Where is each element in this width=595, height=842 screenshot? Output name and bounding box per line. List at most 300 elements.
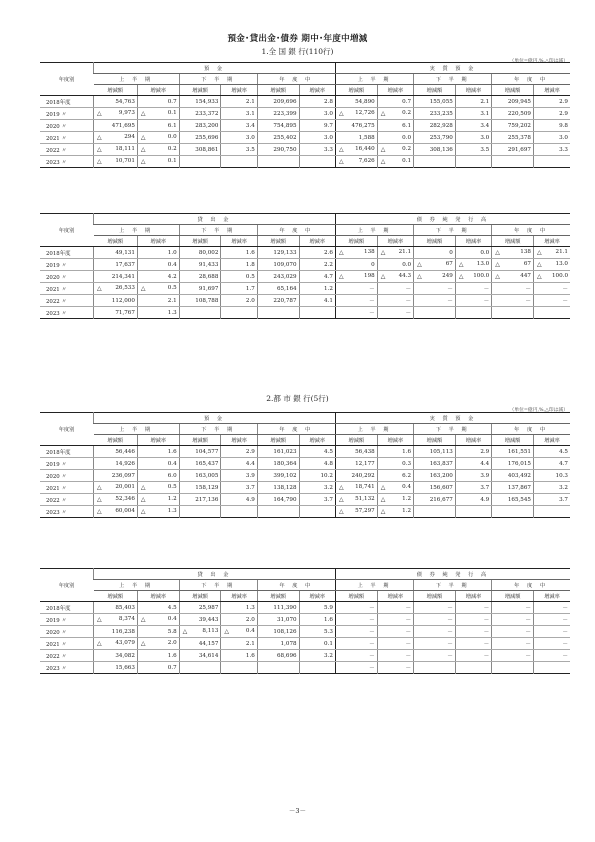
value-cell: 0.4 <box>137 458 179 470</box>
year-cell: 2022 〃 <box>40 650 94 662</box>
value-cell <box>299 307 335 319</box>
value-cell: － <box>377 602 413 614</box>
value-cell: 163,837 <box>414 458 456 470</box>
value-cell: 3.4 <box>455 120 491 132</box>
rate-header: 増減率 <box>377 85 413 96</box>
decrease-marker: △ <box>495 249 500 256</box>
cell-value: 294 <box>124 134 135 140</box>
value-cell <box>492 247 534 259</box>
value-cell <box>377 108 413 120</box>
value-cell: － <box>335 662 377 674</box>
value-cell: 5.3 <box>299 626 335 638</box>
period-header: 下 半 期 <box>414 424 492 435</box>
amount-header: 増減額 <box>257 236 299 247</box>
value-cell <box>335 144 377 156</box>
value-cell: 0.3 <box>377 458 413 470</box>
amount-header: 増減額 <box>257 591 299 602</box>
value-cell <box>221 307 257 319</box>
amount-header: 増減額 <box>94 435 138 446</box>
value-cell: 2.8 <box>299 96 335 108</box>
decrease-marker: △ <box>495 261 500 268</box>
value-cell: 3.3 <box>299 144 335 156</box>
value-cell: 0 <box>414 247 456 259</box>
year-cell: 2019 〃 <box>40 259 94 271</box>
value-cell: － <box>533 626 570 638</box>
table-row <box>40 96 570 108</box>
value-cell <box>455 307 491 319</box>
cell-value: 26,533 <box>115 285 135 291</box>
year-cell: 2018年度 <box>40 96 94 108</box>
value-cell: － <box>377 307 413 319</box>
rate-header: 増減率 <box>299 591 335 602</box>
amount-header: 増減額 <box>94 85 138 96</box>
value-cell: 10.3 <box>533 470 570 482</box>
decrease-marker: △ <box>380 158 386 165</box>
decrease-marker: △ <box>380 273 386 280</box>
value-cell: － <box>492 295 534 307</box>
value-cell <box>137 132 179 144</box>
decrease-marker: △ <box>338 496 344 503</box>
year-header: 年度別 <box>40 569 94 602</box>
value-cell: 290,750 <box>257 144 299 156</box>
value-cell: 5.8 <box>137 626 179 638</box>
value-cell: 165,437 <box>179 458 221 470</box>
value-cell: 2.6 <box>299 247 335 259</box>
cell-value: 0.1 <box>167 158 177 164</box>
value-cell: － <box>377 662 413 674</box>
value-cell: 3.5 <box>221 144 257 156</box>
value-cell <box>455 259 491 271</box>
value-cell: 25,987 <box>179 602 221 614</box>
value-cell: 282,928 <box>414 120 456 132</box>
year-cell: 2022 〃 <box>40 144 94 156</box>
value-cell: 243,029 <box>257 271 299 283</box>
cell-value: 18,741 <box>355 484 375 490</box>
value-cell: 4.9 <box>221 494 257 506</box>
value-cell <box>221 662 257 674</box>
decrease-marker: △ <box>338 249 344 256</box>
decrease-marker: △ <box>536 249 542 256</box>
year-header: 年度別 <box>40 214 94 247</box>
year-cell: 2019 〃 <box>40 458 94 470</box>
cell-value: 0.2 <box>167 146 177 152</box>
value-cell: 104,577 <box>179 446 221 458</box>
value-cell: 3.9 <box>221 470 257 482</box>
value-cell: 161,023 <box>257 446 299 458</box>
cell-value: 100.0 <box>473 273 490 279</box>
cell-value: 7,626 <box>358 158 375 164</box>
section-heading: 2.都 市 銀 行(5行) <box>266 394 329 403</box>
value-cell: 216,677 <box>414 494 456 506</box>
table-row <box>40 494 570 506</box>
value-cell: 44,157 <box>179 638 221 650</box>
table-row <box>40 650 570 662</box>
decrease-marker: △ <box>224 628 230 635</box>
value-cell <box>533 506 570 518</box>
decrease-marker: △ <box>140 484 146 491</box>
table-row <box>40 446 570 458</box>
rate-header: 増減率 <box>299 236 335 247</box>
value-cell: 2.0 <box>221 614 257 626</box>
decrease-marker: △ <box>140 146 146 153</box>
value-cell: － <box>414 602 456 614</box>
data-table <box>40 568 570 674</box>
amount-header: 増減額 <box>335 435 377 446</box>
cell-value: 43,079 <box>115 640 135 646</box>
cell-value: 0.5 <box>167 285 177 291</box>
value-cell: 255,696 <box>179 132 221 144</box>
value-cell <box>492 156 534 168</box>
value-cell <box>414 156 456 168</box>
value-cell: 54,763 <box>94 96 138 108</box>
cell-value: 57,297 <box>355 508 375 514</box>
value-cell: 1.8 <box>221 259 257 271</box>
decrease-marker: △ <box>97 640 102 647</box>
cell-value: 9,973 <box>118 110 135 116</box>
rate-header: 増減率 <box>377 236 413 247</box>
value-cell: 2.9 <box>221 446 257 458</box>
table-row <box>40 470 570 482</box>
value-cell: 759,202 <box>492 120 534 132</box>
table-row <box>40 482 570 494</box>
cell-value: 1.2 <box>167 496 177 502</box>
group-header: 実 質 預 金 <box>335 413 570 424</box>
value-cell: － <box>335 626 377 638</box>
value-cell: 85,403 <box>94 602 138 614</box>
value-cell: 308,136 <box>414 144 456 156</box>
value-cell <box>414 259 456 271</box>
value-cell: 223,399 <box>257 108 299 120</box>
unit-note: （単位=億円,%,△印は減） <box>509 408 568 413</box>
group-header: 実 質 預 金 <box>335 63 570 74</box>
value-cell: 3.4 <box>221 120 257 132</box>
cell-value: 0.1 <box>167 110 177 116</box>
year-header: 年度別 <box>40 413 94 446</box>
year-cell: 2020 〃 <box>40 626 94 638</box>
value-cell <box>257 307 299 319</box>
group-header: 預 金 <box>94 63 336 74</box>
value-cell <box>414 307 456 319</box>
period-header: 上 半 期 <box>94 225 180 236</box>
value-cell <box>137 494 179 506</box>
value-cell <box>94 638 138 650</box>
value-cell: 2.1 <box>455 96 491 108</box>
cell-value: 13.0 <box>555 261 568 267</box>
value-cell: － <box>533 283 570 295</box>
value-cell: 240,292 <box>335 470 377 482</box>
value-cell: 31,070 <box>257 614 299 626</box>
period-header: 年 度 中 <box>257 580 335 591</box>
value-cell: 308,861 <box>179 144 221 156</box>
rate-header: 増減率 <box>533 85 570 96</box>
value-cell: 4.7 <box>299 271 335 283</box>
table-row <box>40 283 570 295</box>
rate-header: 増減率 <box>299 435 335 446</box>
value-cell: 91,697 <box>179 283 221 295</box>
value-cell: 2.1 <box>221 638 257 650</box>
cell-value: 60,004 <box>115 508 135 514</box>
period-header: 年 度 中 <box>492 74 570 85</box>
value-cell: 28,688 <box>179 271 221 283</box>
decrease-marker: △ <box>380 249 386 256</box>
value-cell <box>377 271 413 283</box>
period-header: 年 度 中 <box>257 74 335 85</box>
year-cell: 2020 〃 <box>40 271 94 283</box>
rate-header: 増減率 <box>533 591 570 602</box>
value-cell: 116,238 <box>94 626 138 638</box>
value-cell: 4.1 <box>299 295 335 307</box>
decrease-marker: △ <box>97 616 102 623</box>
value-cell: 233,235 <box>414 108 456 120</box>
decrease-marker: △ <box>338 484 344 491</box>
value-cell: 6.1 <box>377 120 413 132</box>
value-cell: 180,364 <box>257 458 299 470</box>
value-cell: 255,402 <box>257 132 299 144</box>
value-cell: 209,696 <box>257 96 299 108</box>
value-cell: 754,895 <box>257 120 299 132</box>
group-header: 債 券 純 発 行 高 <box>335 569 570 580</box>
cell-value: 12,726 <box>355 110 375 116</box>
value-cell: － <box>492 650 534 662</box>
cell-value: 138 <box>364 249 375 255</box>
cell-value: 249 <box>442 273 453 279</box>
period-header: 上 半 期 <box>335 580 413 591</box>
value-cell: 65,164 <box>257 283 299 295</box>
value-cell: 12,177 <box>335 458 377 470</box>
cell-value: 8,374 <box>118 616 135 622</box>
amount-header: 増減額 <box>414 85 456 96</box>
value-cell: 255,378 <box>492 132 534 144</box>
value-cell: － <box>335 650 377 662</box>
value-cell: 2.9 <box>533 108 570 120</box>
page-number: －3－ <box>288 807 307 815</box>
value-cell <box>179 156 221 168</box>
value-cell: － <box>377 295 413 307</box>
value-cell: － <box>335 614 377 626</box>
decrease-marker: △ <box>536 261 542 268</box>
value-cell <box>137 506 179 518</box>
value-cell <box>377 494 413 506</box>
value-cell: － <box>377 614 413 626</box>
value-cell: 214,341 <box>94 271 138 283</box>
amount-header: 増減額 <box>492 591 534 602</box>
value-cell: 3.2 <box>299 482 335 494</box>
value-cell <box>533 259 570 271</box>
period-header: 下 半 期 <box>414 225 492 236</box>
value-cell <box>533 247 570 259</box>
decrease-marker: △ <box>182 628 188 635</box>
amount-header: 増減額 <box>257 85 299 96</box>
table-row <box>40 247 570 259</box>
cell-value: 67 <box>523 261 531 267</box>
value-cell: 3.0 <box>455 132 491 144</box>
decrease-marker: △ <box>97 484 102 491</box>
value-cell: 3.7 <box>221 482 257 494</box>
value-cell <box>137 638 179 650</box>
value-cell: 3.0 <box>221 132 257 144</box>
year-cell: 2019 〃 <box>40 614 94 626</box>
value-cell <box>377 506 413 518</box>
decrease-marker: △ <box>140 496 146 503</box>
value-cell: 1.6 <box>299 614 335 626</box>
value-cell: 3.0 <box>299 132 335 144</box>
value-cell: 6.1 <box>137 120 179 132</box>
value-cell: 109,070 <box>257 259 299 271</box>
value-cell: 5.9 <box>299 602 335 614</box>
value-cell: － <box>455 614 491 626</box>
period-header: 下 半 期 <box>179 74 257 85</box>
amount-header: 増減額 <box>94 591 138 602</box>
value-cell <box>455 156 491 168</box>
data-table <box>40 213 570 319</box>
value-cell: － <box>455 650 491 662</box>
value-cell: － <box>455 626 491 638</box>
value-cell: － <box>377 283 413 295</box>
value-cell: 3.7 <box>299 494 335 506</box>
cell-value: 0.4 <box>402 484 412 490</box>
decrease-marker: △ <box>417 273 422 280</box>
cell-value: 0.4 <box>167 616 177 622</box>
decrease-marker: △ <box>97 158 102 165</box>
decrease-marker: △ <box>380 484 386 491</box>
value-cell: 3.7 <box>533 494 570 506</box>
year-cell: 2019 〃 <box>40 108 94 120</box>
cell-value: 1.2 <box>402 508 412 514</box>
value-cell: 0.7 <box>137 662 179 674</box>
value-cell <box>299 506 335 518</box>
decrease-marker: △ <box>140 640 146 647</box>
year-cell: 2020 〃 <box>40 120 94 132</box>
value-cell <box>299 662 335 674</box>
table-row <box>40 271 570 283</box>
cell-value: 8,113 <box>202 628 219 634</box>
value-cell: 220,787 <box>257 295 299 307</box>
period-header: 年 度 中 <box>257 225 335 236</box>
value-cell <box>137 144 179 156</box>
value-cell: － <box>414 650 456 662</box>
value-cell: 15,663 <box>94 662 138 674</box>
value-cell: 0.4 <box>137 259 179 271</box>
decrease-marker: △ <box>417 261 422 268</box>
rate-header: 増減率 <box>137 591 179 602</box>
year-cell: 2018年度 <box>40 247 94 259</box>
value-cell: 4.5 <box>299 446 335 458</box>
period-header: 年 度 中 <box>492 424 570 435</box>
table-row <box>40 120 570 132</box>
decrease-marker: △ <box>97 110 102 117</box>
period-header: 下 半 期 <box>414 580 492 591</box>
value-cell <box>455 662 491 674</box>
value-cell: 3.7 <box>455 482 491 494</box>
rate-header: 増減率 <box>221 85 257 96</box>
value-cell: 236,097 <box>94 470 138 482</box>
value-cell: 4.7 <box>533 458 570 470</box>
cell-value: 18,111 <box>115 146 135 152</box>
period-header: 下 半 期 <box>179 580 257 591</box>
value-cell <box>335 482 377 494</box>
year-cell: 2022 〃 <box>40 295 94 307</box>
value-cell: 68,696 <box>257 650 299 662</box>
value-cell <box>414 506 456 518</box>
value-cell <box>94 144 138 156</box>
year-cell: 2021 〃 <box>40 482 94 494</box>
value-cell: 399,102 <box>257 470 299 482</box>
value-cell: 155,055 <box>414 96 456 108</box>
value-cell <box>533 156 570 168</box>
value-cell: 129,133 <box>257 247 299 259</box>
value-cell: － <box>335 602 377 614</box>
value-cell: 4.9 <box>455 494 491 506</box>
value-cell: 71,767 <box>94 307 138 319</box>
value-cell: 3.3 <box>533 144 570 156</box>
value-cell: － <box>533 650 570 662</box>
table-row <box>40 638 570 650</box>
period-header: 上 半 期 <box>335 424 413 435</box>
period-header: 下 半 期 <box>414 74 492 85</box>
value-cell <box>414 271 456 283</box>
document-title: 預金･貸出金･債券 期中･年度中増減 <box>227 34 368 44</box>
cell-value: 100.0 <box>551 273 568 279</box>
decrease-marker: △ <box>140 134 146 141</box>
data-table <box>40 412 570 518</box>
value-cell: 154,933 <box>179 96 221 108</box>
decrease-marker: △ <box>97 146 102 153</box>
group-header: 預 金 <box>94 413 336 424</box>
value-cell: 1.2 <box>299 283 335 295</box>
rate-header: 増減率 <box>455 591 491 602</box>
value-cell: 0.5 <box>221 271 257 283</box>
cell-value: 44.3 <box>398 273 412 279</box>
value-cell: 56,446 <box>94 446 138 458</box>
period-header: 下 半 期 <box>179 225 257 236</box>
rate-header: 増減率 <box>377 435 413 446</box>
value-cell: 2.9 <box>533 96 570 108</box>
value-cell: 2.0 <box>221 295 257 307</box>
value-cell: 0 <box>335 259 377 271</box>
value-cell: 1.6 <box>377 446 413 458</box>
value-cell: － <box>492 614 534 626</box>
value-cell <box>335 108 377 120</box>
value-cell <box>335 247 377 259</box>
value-cell: 3.2 <box>533 482 570 494</box>
rate-header: 増減率 <box>533 236 570 247</box>
value-cell: 80,002 <box>179 247 221 259</box>
table-row <box>40 295 570 307</box>
value-cell: － <box>335 295 377 307</box>
value-cell: 4.4 <box>455 458 491 470</box>
value-cell: 91,433 <box>179 259 221 271</box>
value-cell: 49,131 <box>94 247 138 259</box>
value-cell: 3.9 <box>455 470 491 482</box>
period-header: 上 半 期 <box>94 424 180 435</box>
table-row <box>40 156 570 168</box>
table-row <box>40 602 570 614</box>
value-cell: 176,015 <box>492 458 534 470</box>
rate-header: 増減率 <box>137 236 179 247</box>
value-cell: 2.2 <box>299 259 335 271</box>
cell-value: 0.2 <box>402 146 412 152</box>
value-cell: 3.1 <box>455 108 491 120</box>
value-cell: － <box>492 638 534 650</box>
value-cell: 4.2 <box>137 271 179 283</box>
value-cell: 0.7 <box>377 96 413 108</box>
value-cell: 220,509 <box>492 108 534 120</box>
value-cell <box>137 108 179 120</box>
decrease-marker: △ <box>380 496 386 503</box>
value-cell: 1.6 <box>221 247 257 259</box>
rate-header: 増減率 <box>455 236 491 247</box>
value-cell: 4.5 <box>533 446 570 458</box>
